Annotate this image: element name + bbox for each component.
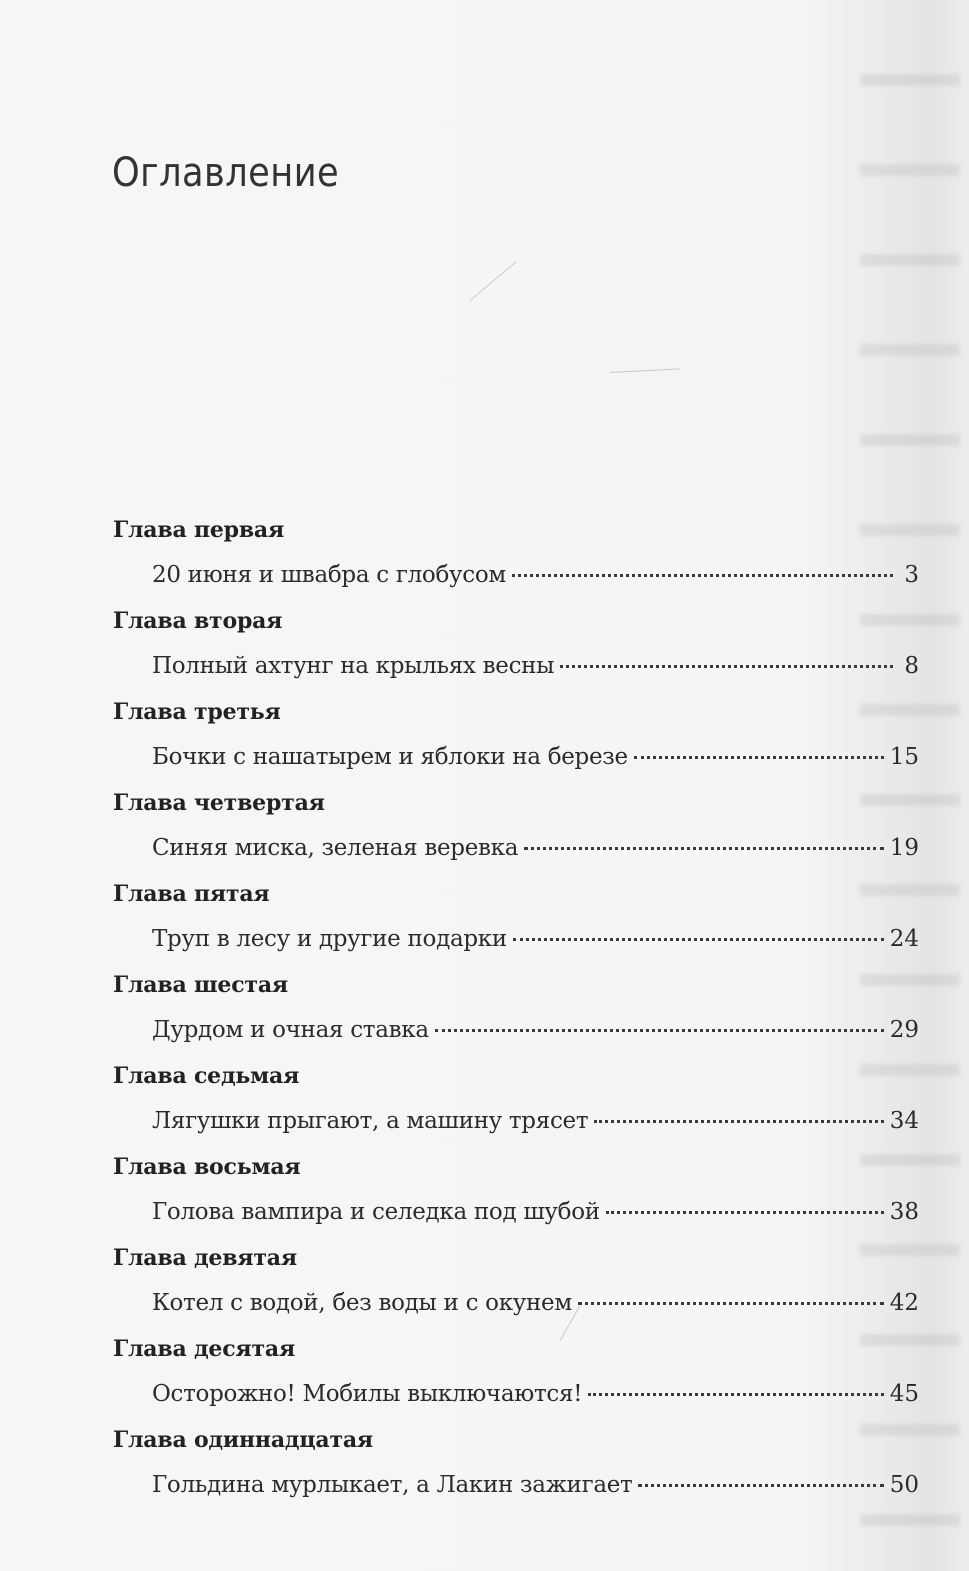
- toc-entry: [152, 1196, 919, 1228]
- toc-chapter: [0, 698, 969, 789]
- toc-chapter: [0, 1244, 969, 1335]
- page-number: 29: [889, 1017, 919, 1043]
- chapter-heading: Глава третья: [113, 699, 281, 725]
- toc-entry: [152, 923, 919, 955]
- toc-entry: [152, 1469, 919, 1501]
- toc-entry: [152, 1105, 919, 1137]
- chapter-heading: Глава девятая: [113, 1245, 297, 1271]
- toc-chapter: [0, 1426, 969, 1517]
- chapter-title: Труп в лесу и другие подарки: [152, 926, 507, 952]
- toc-entry: [152, 832, 919, 864]
- toc-entry: [152, 559, 919, 591]
- toc-entry: [152, 1378, 919, 1410]
- dot-leader: [606, 1211, 884, 1214]
- toc-chapter: [0, 607, 969, 698]
- chapter-heading: Глава десятая: [113, 1336, 296, 1362]
- chapter-heading: Глава четвертая: [113, 790, 325, 816]
- chapter-title: Дурдом и очная ставка: [152, 1017, 429, 1043]
- dot-leader: [638, 1484, 883, 1487]
- page-number: 45: [889, 1381, 919, 1407]
- dot-leader: [524, 847, 884, 850]
- toc-entry: [152, 741, 919, 773]
- chapter-title: Котел с водой, без воды и с окунем: [152, 1290, 572, 1316]
- chapter-heading: Глава седьмая: [113, 1063, 300, 1089]
- page-number: 34: [889, 1108, 919, 1134]
- page-number: 8: [904, 653, 919, 679]
- page-number: 24: [889, 926, 919, 952]
- chapter-title: Гольдина мурлыкает, а Лакин зажигает: [152, 1472, 633, 1498]
- page-number: 3: [904, 562, 919, 588]
- dot-leader: [578, 1302, 884, 1305]
- toc-entry: [152, 1014, 919, 1046]
- chapter-title: Осторожно! Мобилы выключаются!: [152, 1381, 583, 1407]
- paper-scratch: [470, 262, 517, 301]
- page-number: 38: [889, 1199, 919, 1225]
- chapter-heading: Глава пятая: [113, 881, 270, 907]
- dot-leader: [588, 1393, 884, 1396]
- dot-leader: [560, 665, 893, 668]
- dot-leader: [634, 756, 884, 759]
- chapter-title: Синяя миска, зеленая веревка: [152, 835, 519, 861]
- page-number: 50: [889, 1472, 919, 1498]
- dot-leader: [513, 938, 884, 941]
- toc-chapter: [0, 516, 969, 607]
- chapter-heading: Глава шестая: [113, 972, 288, 998]
- dot-leader: [594, 1120, 883, 1123]
- chapter-heading: Глава одиннадцатая: [113, 1427, 373, 1453]
- toc-title: Оглавление: [112, 150, 340, 196]
- dot-leader: [512, 574, 893, 577]
- chapter-heading: Глава вторая: [113, 608, 283, 634]
- toc-chapter: [0, 1335, 969, 1426]
- chapter-heading: Глава первая: [113, 517, 285, 543]
- paper-scratch: [610, 368, 680, 373]
- toc-chapter: [0, 971, 969, 1062]
- chapter-title: 20 июня и швабра с глобусом: [152, 562, 506, 588]
- toc-chapter: [0, 1153, 969, 1244]
- dot-leader: [435, 1029, 884, 1032]
- page-number: 19: [889, 835, 919, 861]
- page-number: 42: [889, 1290, 919, 1316]
- chapter-heading: Глава восьмая: [113, 1154, 301, 1180]
- toc-list: [0, 516, 969, 1517]
- chapter-title: Полный ахтунг на крыльях весны: [152, 653, 555, 679]
- toc-chapter: [0, 789, 969, 880]
- chapter-title: Голова вампира и селедка под шубой: [152, 1199, 600, 1225]
- toc-chapter: [0, 1062, 969, 1153]
- page-number: 15: [889, 744, 919, 770]
- toc-chapter: [0, 880, 969, 971]
- toc-entry: [152, 650, 919, 682]
- chapter-title: Лягушки прыгают, а машину трясет: [152, 1108, 589, 1134]
- chapter-title: Бочки с нашатырем и яблоки на березе: [152, 744, 628, 770]
- toc-entry: [152, 1287, 919, 1319]
